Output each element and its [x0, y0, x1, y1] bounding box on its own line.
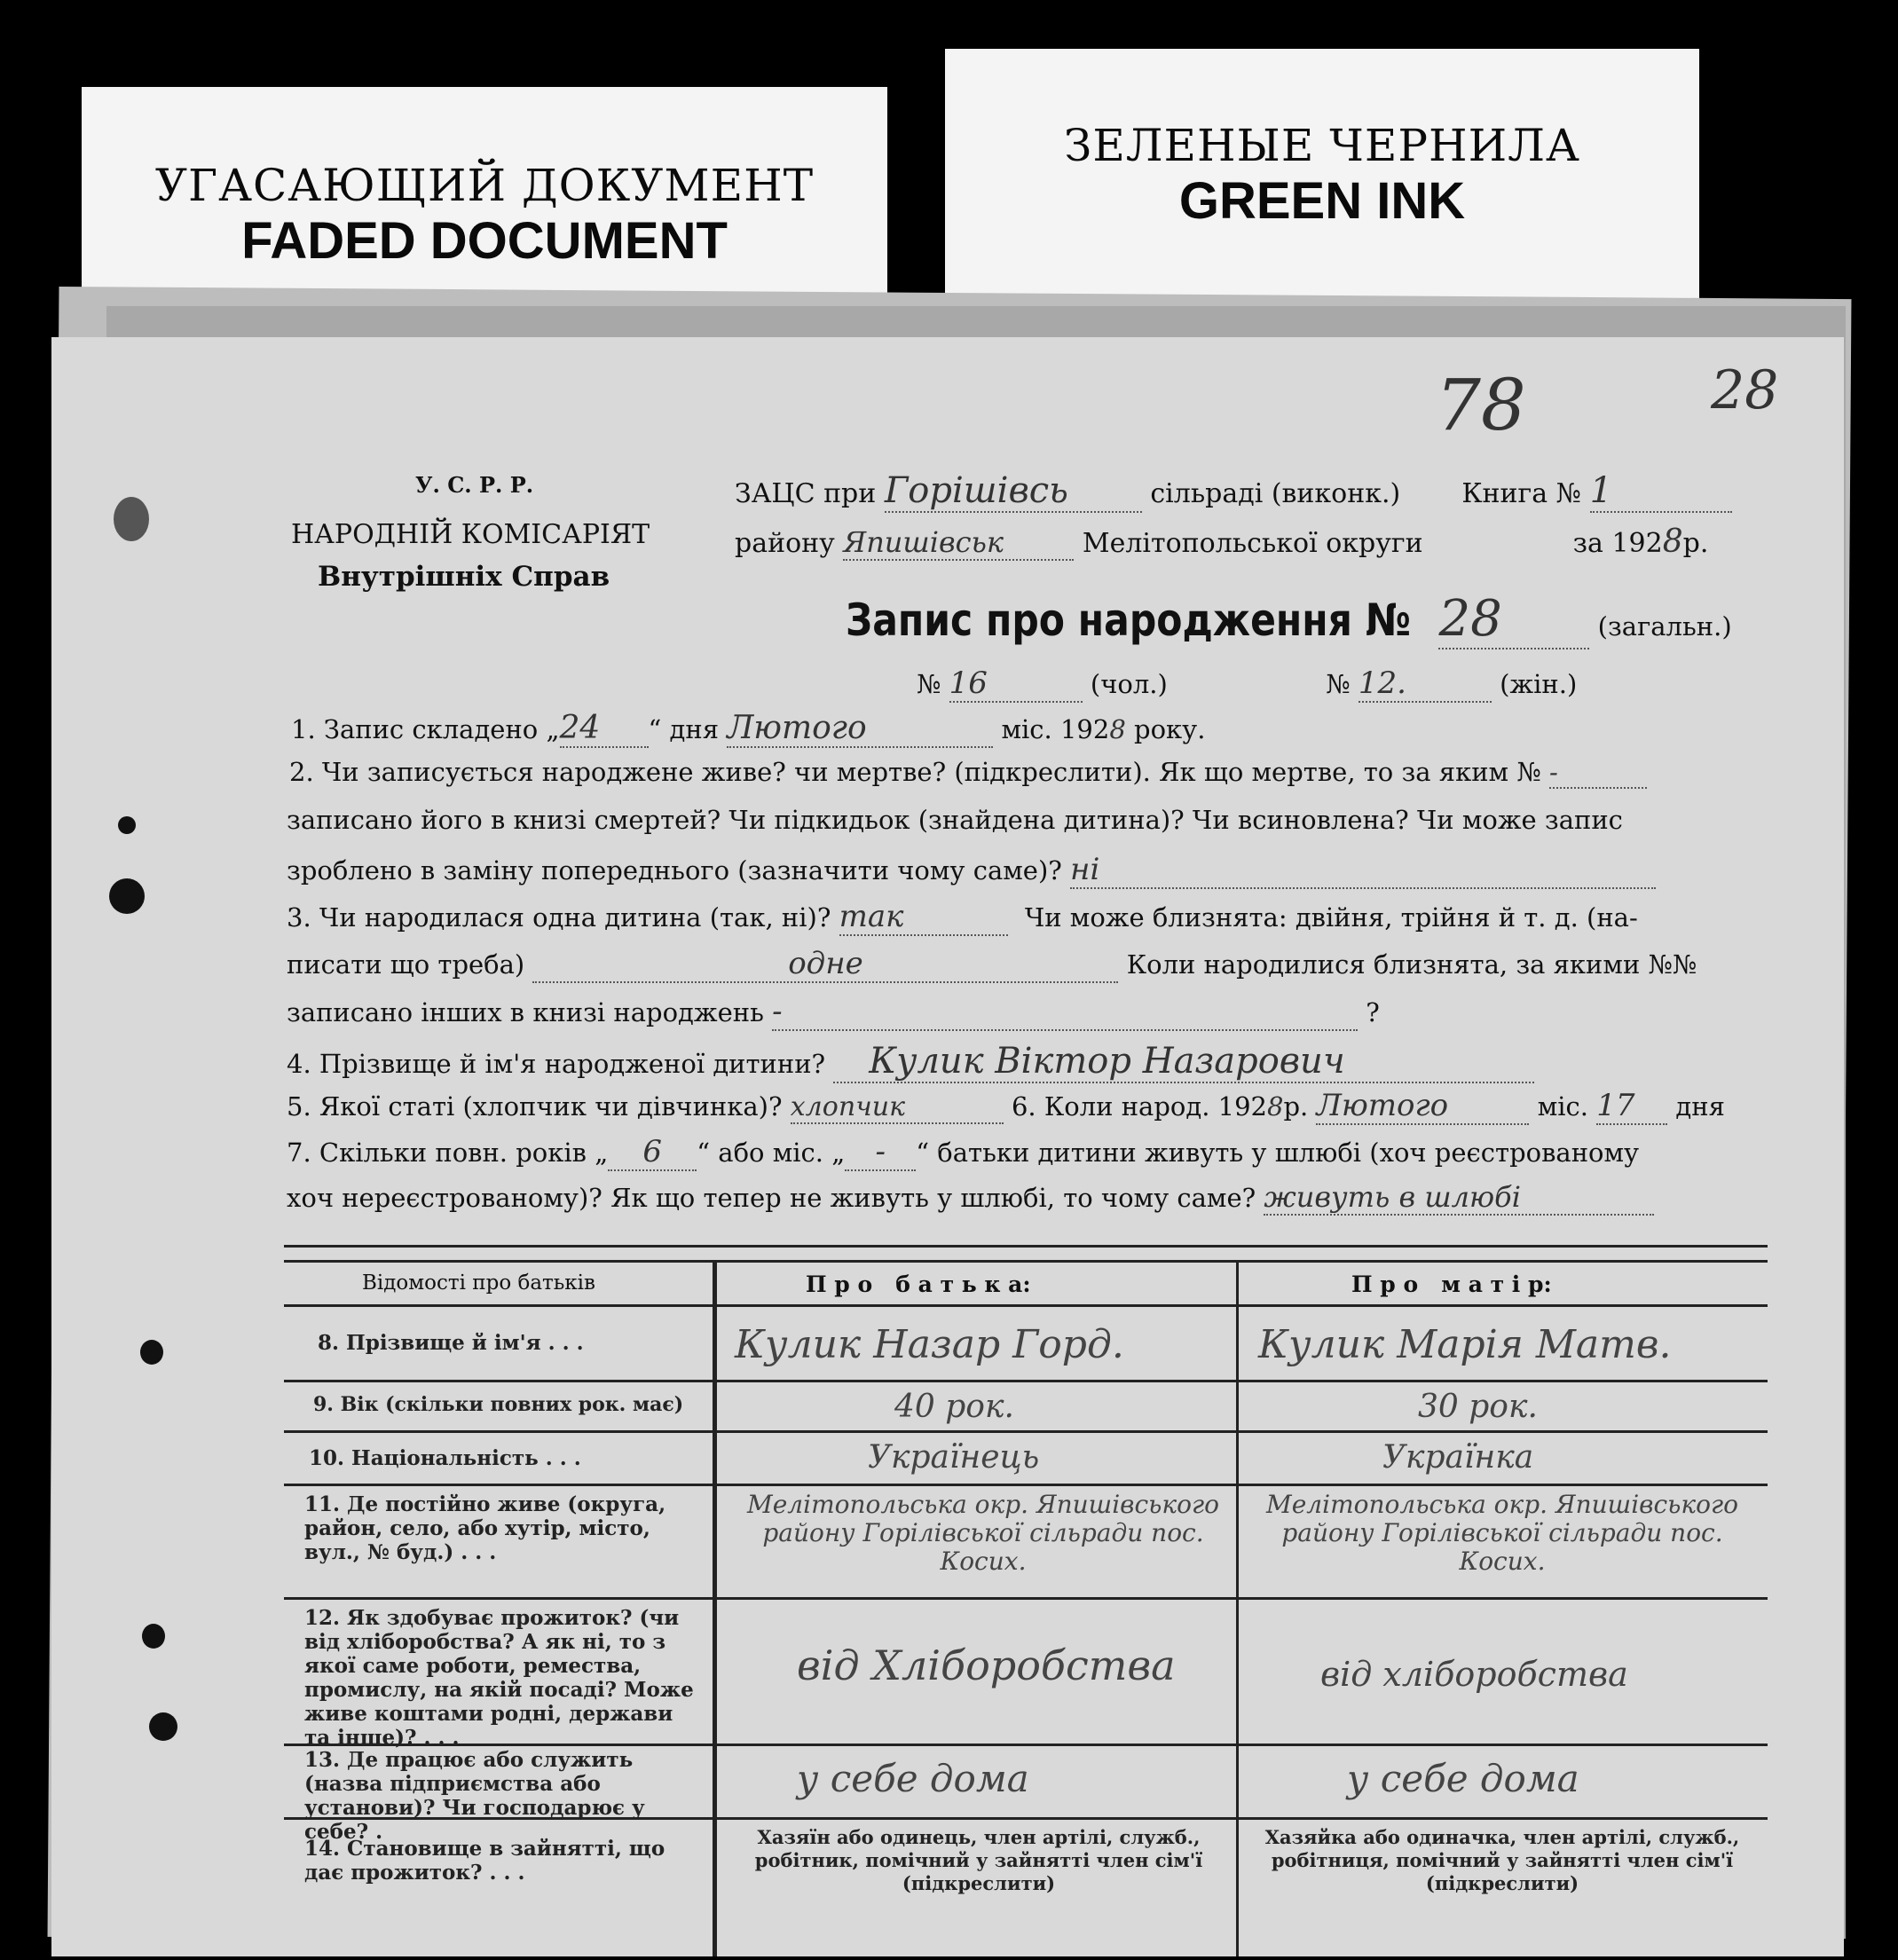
f7-line1-text-b: “ або міс. „ — [697, 1137, 846, 1168]
f3-line3-text: записано інших в книзі народжень — [287, 997, 764, 1027]
f1-month: Лютого — [727, 710, 993, 748]
male-no-value: 16 — [949, 665, 1083, 703]
child-name-value: Кулик Віктор Назарович — [833, 1041, 1534, 1083]
father-name: Кулик Назар Горд. — [735, 1322, 1124, 1367]
punch-hole — [114, 497, 149, 541]
year-value: 8 — [1662, 523, 1683, 560]
row-14-label: 14. Становище в зайнятті, що дає прожиток? . . . — [304, 1837, 665, 1885]
field-5-6 — [287, 1088, 1725, 1125]
field-2-line-1 — [289, 757, 1647, 789]
ussr-heading: У. С. Р. Р. — [415, 472, 534, 498]
book-label: Книга № — [1461, 478, 1582, 509]
district-prefix: району — [735, 528, 835, 559]
f1-year-suffix: року. — [1134, 714, 1206, 744]
mother-nationality: Українка — [1382, 1439, 1534, 1476]
table-top-rule — [284, 1245, 1768, 1248]
corner-number-2: 28 — [1711, 359, 1779, 421]
row-13-label: 13. Де працює або служить (назва підприємства або установи)? Чи господарює у себе? . — [304, 1748, 645, 1844]
mother-workplace: у себе дома — [1347, 1757, 1579, 1800]
record-title — [846, 590, 1732, 649]
district-value: Япишівськ — [843, 525, 1074, 561]
f1-day: 24 — [560, 710, 649, 748]
field-3-line-2 — [287, 946, 1697, 983]
mother-residence: Мелітопольська окр. Япишівського району Горілівської сільради пос. Косих. — [1266, 1490, 1738, 1576]
f3-line1-value: так — [839, 899, 1008, 936]
f3-line2-text-b: Коли народилися близнята, за якими №№ — [1126, 949, 1697, 980]
green-label-en: GREEN INK — [1178, 172, 1466, 230]
marriage-status-value: живуть в шлюбі — [1264, 1180, 1654, 1216]
birth-year-value: 8 — [1267, 1091, 1284, 1122]
field-1 — [291, 710, 1205, 748]
mother-name: Кулик Марія Матв. — [1258, 1322, 1672, 1367]
f6-dnya: дня — [1675, 1091, 1725, 1122]
child-sex-value: хлопчик — [791, 1091, 1004, 1124]
f6-mis: міс. — [1537, 1091, 1588, 1122]
f3-line2-text: писати що треба) — [287, 949, 525, 980]
record-title-text: Запис про народження № — [846, 594, 1411, 646]
f3-line1-text-b: Чи може близнята: двійня, трійня й т. д. (на- — [1024, 902, 1638, 933]
marriage-months-value: - — [845, 1134, 916, 1171]
year-prefix: за 192 — [1572, 528, 1663, 559]
field-4 — [287, 1041, 1534, 1083]
birth-day-value: 17 — [1596, 1088, 1667, 1125]
year-suffix: р. — [1682, 528, 1709, 559]
zags-suffix: сільраді (виконк.) — [1150, 478, 1401, 509]
marriage-years-value: 6 — [608, 1134, 697, 1171]
f7-line1-text-c: “ батьки дитини живуть у шлюбі (хоч реєстрованому — [916, 1137, 1640, 1168]
green-label-ru: ЗЕЛЕНЫЕ ЧЕРНИЛА — [1064, 120, 1580, 171]
father-nationality: Українець — [868, 1439, 1040, 1476]
f1-year-prefix: міс. 192 — [1001, 714, 1110, 744]
commissariat-heading: НАРОДНІЙ КОМІСАРІЯТ — [291, 519, 650, 550]
district-suffix: Мелітопольської округи — [1082, 528, 1423, 559]
row-11-label: 11. Де постійно живе (округа, район, село, або хутір, місто, вул., № буд.) . . . — [304, 1492, 666, 1564]
record-number: 28 — [1438, 590, 1589, 649]
birth-record-sheet — [51, 337, 1844, 1956]
table-row-rule — [284, 1484, 1768, 1486]
mother-age: 30 рок. — [1418, 1389, 1538, 1425]
male-no-label: № — [917, 669, 941, 699]
zags-value: Горішівсь — [885, 470, 1142, 513]
faded-label-ru: УГАСАЮЩИЙ ДОКУМЕНТ — [154, 160, 815, 211]
mother-employment-status: Хазяйка або одиначка, член артілі, служб., робітниця, помічний у зайнятті член сім'ї (підкреслити) — [1264, 1826, 1740, 1894]
father-employment-status: Хазяїн або одинець, член артілі, служб., робітник, помічний у зайнятті член сім'ї (підкреслити) — [754, 1826, 1203, 1894]
table-col-rule-1 — [713, 1260, 717, 1956]
table-header-rule — [284, 1304, 1768, 1307]
table-row-rule — [284, 1597, 1768, 1600]
f1-prefix: 1. Запис складено „ — [291, 714, 560, 744]
table-row-rule — [284, 1430, 1768, 1433]
father-age: 40 рок. — [894, 1389, 1014, 1425]
punch-hole — [109, 878, 145, 914]
green-ink-label — [945, 49, 1699, 319]
female-no-label: № — [1326, 669, 1351, 699]
f3-line3-text-b: ? — [1366, 997, 1380, 1027]
f6-r: р. — [1283, 1091, 1309, 1122]
table-header-mother: П р о м а т і р: — [1351, 1271, 1552, 1297]
table-header-parents: Відомості про батьків — [362, 1271, 595, 1295]
f6-label: 6. Коли народ. 192 — [1011, 1091, 1267, 1122]
zags-prefix: ЗАЦС при — [735, 478, 877, 509]
mother-livelihood: від хліборобства — [1320, 1655, 1628, 1694]
f1-year: 8 — [1109, 714, 1126, 744]
table-col-rule-2 — [1236, 1260, 1239, 1956]
row-9-label: 9. Вік (скільки повних рок. має) — [313, 1393, 684, 1416]
field-7-line-1 — [287, 1134, 1639, 1171]
f3-line2-value: одне — [532, 946, 1118, 983]
f7-line1-text: 7. Скільки повн. років „ — [287, 1137, 609, 1168]
faded-label-en: FADED DOCUMENT — [241, 212, 728, 270]
district-line — [735, 523, 1708, 561]
f2-line3-value: ні — [1070, 852, 1656, 889]
f5-label: 5. Якої статі (хлопчик чи дівчинка)? — [287, 1091, 783, 1122]
punch-hole — [142, 1624, 165, 1649]
f7-line2-text: хоч нереєстрованому)? Як що тепер не живуть у шлюбі, то чому саме? — [287, 1183, 1256, 1213]
internal-affairs-heading: Внутрішніх Справ — [318, 561, 610, 593]
row-10-label: 10. Національність . . . — [309, 1446, 581, 1470]
zags-line — [735, 470, 1732, 513]
field-7-line-2 — [287, 1180, 1654, 1216]
field-3-line-1 — [287, 899, 1638, 936]
female-no-value: 12. — [1359, 665, 1492, 703]
punch-hole — [149, 1712, 177, 1741]
row-12-label: 12. Як здобуває прожиток? (чи від хліборобства? А як ні, то з якої саме роботи, ремества, промислу, на якій посаді? Може живе коштами родні, держави та інше)? . . . — [304, 1606, 694, 1750]
f3-line3-value: - — [772, 994, 1358, 1031]
father-workplace: у себе дома — [797, 1757, 1029, 1800]
f3-line1-text: 3. Чи народилася одна дитина (так, ні)? — [287, 902, 831, 933]
f4-label: 4. Прізвище й ім'я народженої дитини? — [287, 1049, 826, 1079]
birth-month-value: Лютого — [1316, 1088, 1529, 1125]
corner-number-1: 78 — [1436, 364, 1526, 446]
father-livelihood: від Хліборобства — [797, 1641, 1176, 1689]
f2-line1-text: 2. Чи записується народжене живе? чи мертве? (підкреслити). Як що мертве, то за яким № — [289, 757, 1541, 787]
record-general: (загальн.) — [1597, 611, 1732, 642]
field-2-line-2: записано його в книзі смертей? Чи підкидьок (знайдена дитина)? Чи всиновлена? Чи може запис — [287, 805, 1623, 835]
table-row-rule — [284, 1380, 1768, 1382]
punch-hole — [140, 1340, 163, 1365]
father-residence: Мелітопольська окр. Япишівського району Горілівської сільради пос. Косих. — [747, 1490, 1219, 1576]
table-top-rule-2 — [284, 1260, 1768, 1263]
punch-hole — [118, 816, 136, 834]
row-8-label: 8. Прізвище й ім'я . . . — [318, 1331, 584, 1355]
table-header-father: П р о б а т ь к а: — [806, 1271, 1031, 1297]
male-label: (чол.) — [1090, 669, 1168, 699]
f2-line3-text: зроблено в заміну попереднього (зазначити чому саме)? — [287, 855, 1062, 886]
f2-line1-value: - — [1549, 757, 1647, 789]
female-label: (жін.) — [1500, 669, 1578, 699]
record-subnumbers — [917, 665, 1577, 703]
f1-day-suffix: “ дня — [648, 714, 720, 744]
field-3-line-3 — [287, 994, 1380, 1031]
book-value: 1 — [1590, 470, 1732, 513]
field-2-line-3 — [287, 852, 1656, 889]
